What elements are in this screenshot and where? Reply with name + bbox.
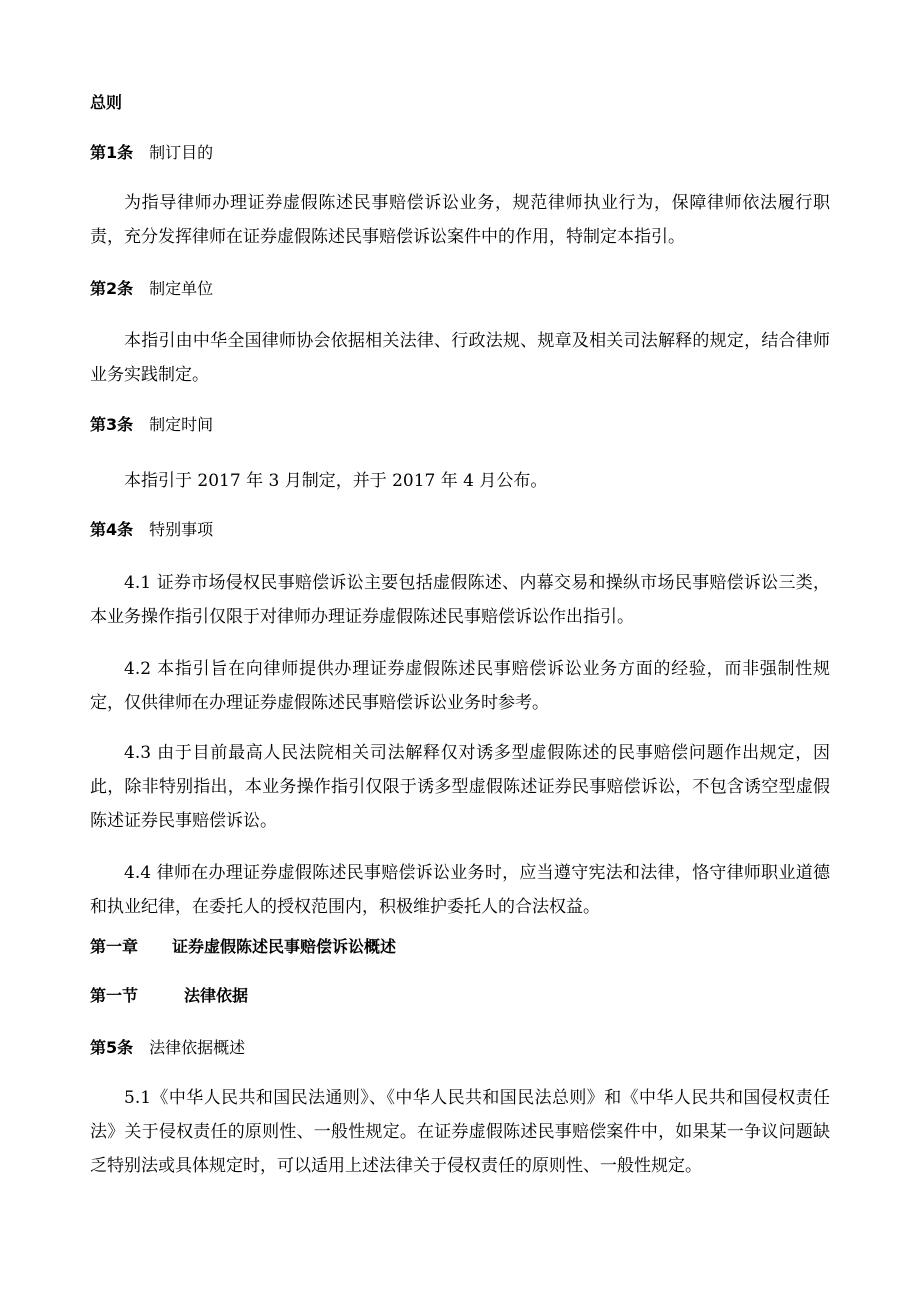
article-1-paragraph: 为指导律师办理证券虚假陈述民事赔偿诉讼业务，规范律师执业行为，保障律师依法履行职责，充分发挥律师在证券虚假陈述民事赔偿诉讼案件中的作用，特制定本指引。 [90,193,830,247]
general-provisions-heading [90,93,830,113]
clause-4-3: 4.3 由于目前最高人民法院相关司法解释仅对诱多型虚假陈述的民事赔偿问题作出规定，因此，除非特别指出，本业务操作指引仅限于诱多型虚假陈述证券民事赔偿诉讼，不包含诱空型虚假陈述证券民事赔偿诉讼。 [90,743,830,831]
article-title: 制订目的 [149,143,214,162]
article-1-heading [90,143,830,163]
article-5-heading [90,1038,830,1058]
section-number: 第一节 [90,986,139,1005]
article-number: 第3条 [90,415,134,434]
article-number: 第1条 [90,143,134,162]
chapter-1-heading [90,937,830,957]
article-number: 第5条 [90,1038,134,1057]
article-4-heading [90,520,830,540]
article-3-heading [90,415,830,435]
chapter-title: 证券虚假陈述民事赔偿诉讼概述 [172,937,397,956]
article-2-paragraph: 本指引由中华全国律师协会依据相关法律、行政法规、规章及相关司法解释的规定，结合律师业务实践制定。 [90,331,830,385]
section-1-heading [90,986,830,1006]
chapter-number: 第一章 [90,937,139,956]
general-provisions-label: 总则 [90,93,123,112]
article-number: 第4条 [90,520,134,539]
article-title: 法律依据概述 [149,1038,246,1057]
clause-4-4: 4.4 律师在办理证券虚假陈述民事赔偿诉讼业务时，应当遵守宪法和法律，恪守律师职业道德和执业纪律，在委托人的授权范围内，积极维护委托人的合法权益。 [90,863,830,917]
article-title: 制定单位 [149,279,214,298]
clause-4-2: 4.2 本指引旨在向律师提供办理证券虚假陈述民事赔偿诉讼业务方面的经验，而非强制性规定，仅供律师在办理证券虚假陈述民事赔偿诉讼业务时参考。 [90,659,830,713]
article-2-heading [90,279,830,299]
article-number: 第2条 [90,279,134,298]
section-title: 法律依据 [184,986,249,1005]
article-3-paragraph: 本指引于 2017 年 3 月制定，并于 2017 年 4 月公布。 [124,471,548,491]
article-title: 制定时间 [149,415,214,434]
article-title: 特别事项 [149,520,214,539]
clause-5-1: 5.1《中华人民共和国民法通则》、《中华人民共和国民法总则》和《中华人民共和国侵权责任法》关于侵权责任的原则性、一般性规定。在证券虚假陈述民事赔偿案件中，如果某一争议问题缺乏特别法或具体规定时，可以适用上述法律关于侵权责任的原则性、一般性规定。 [90,1088,830,1176]
clause-4-1: 4.1 证券市场侵权民事赔偿诉讼主要包括虚假陈述、内幕交易和操纵市场民事赔偿诉讼三类，本业务操作指引仅限于对律师办理证券虚假陈述民事赔偿诉讼作出指引。 [90,573,830,627]
